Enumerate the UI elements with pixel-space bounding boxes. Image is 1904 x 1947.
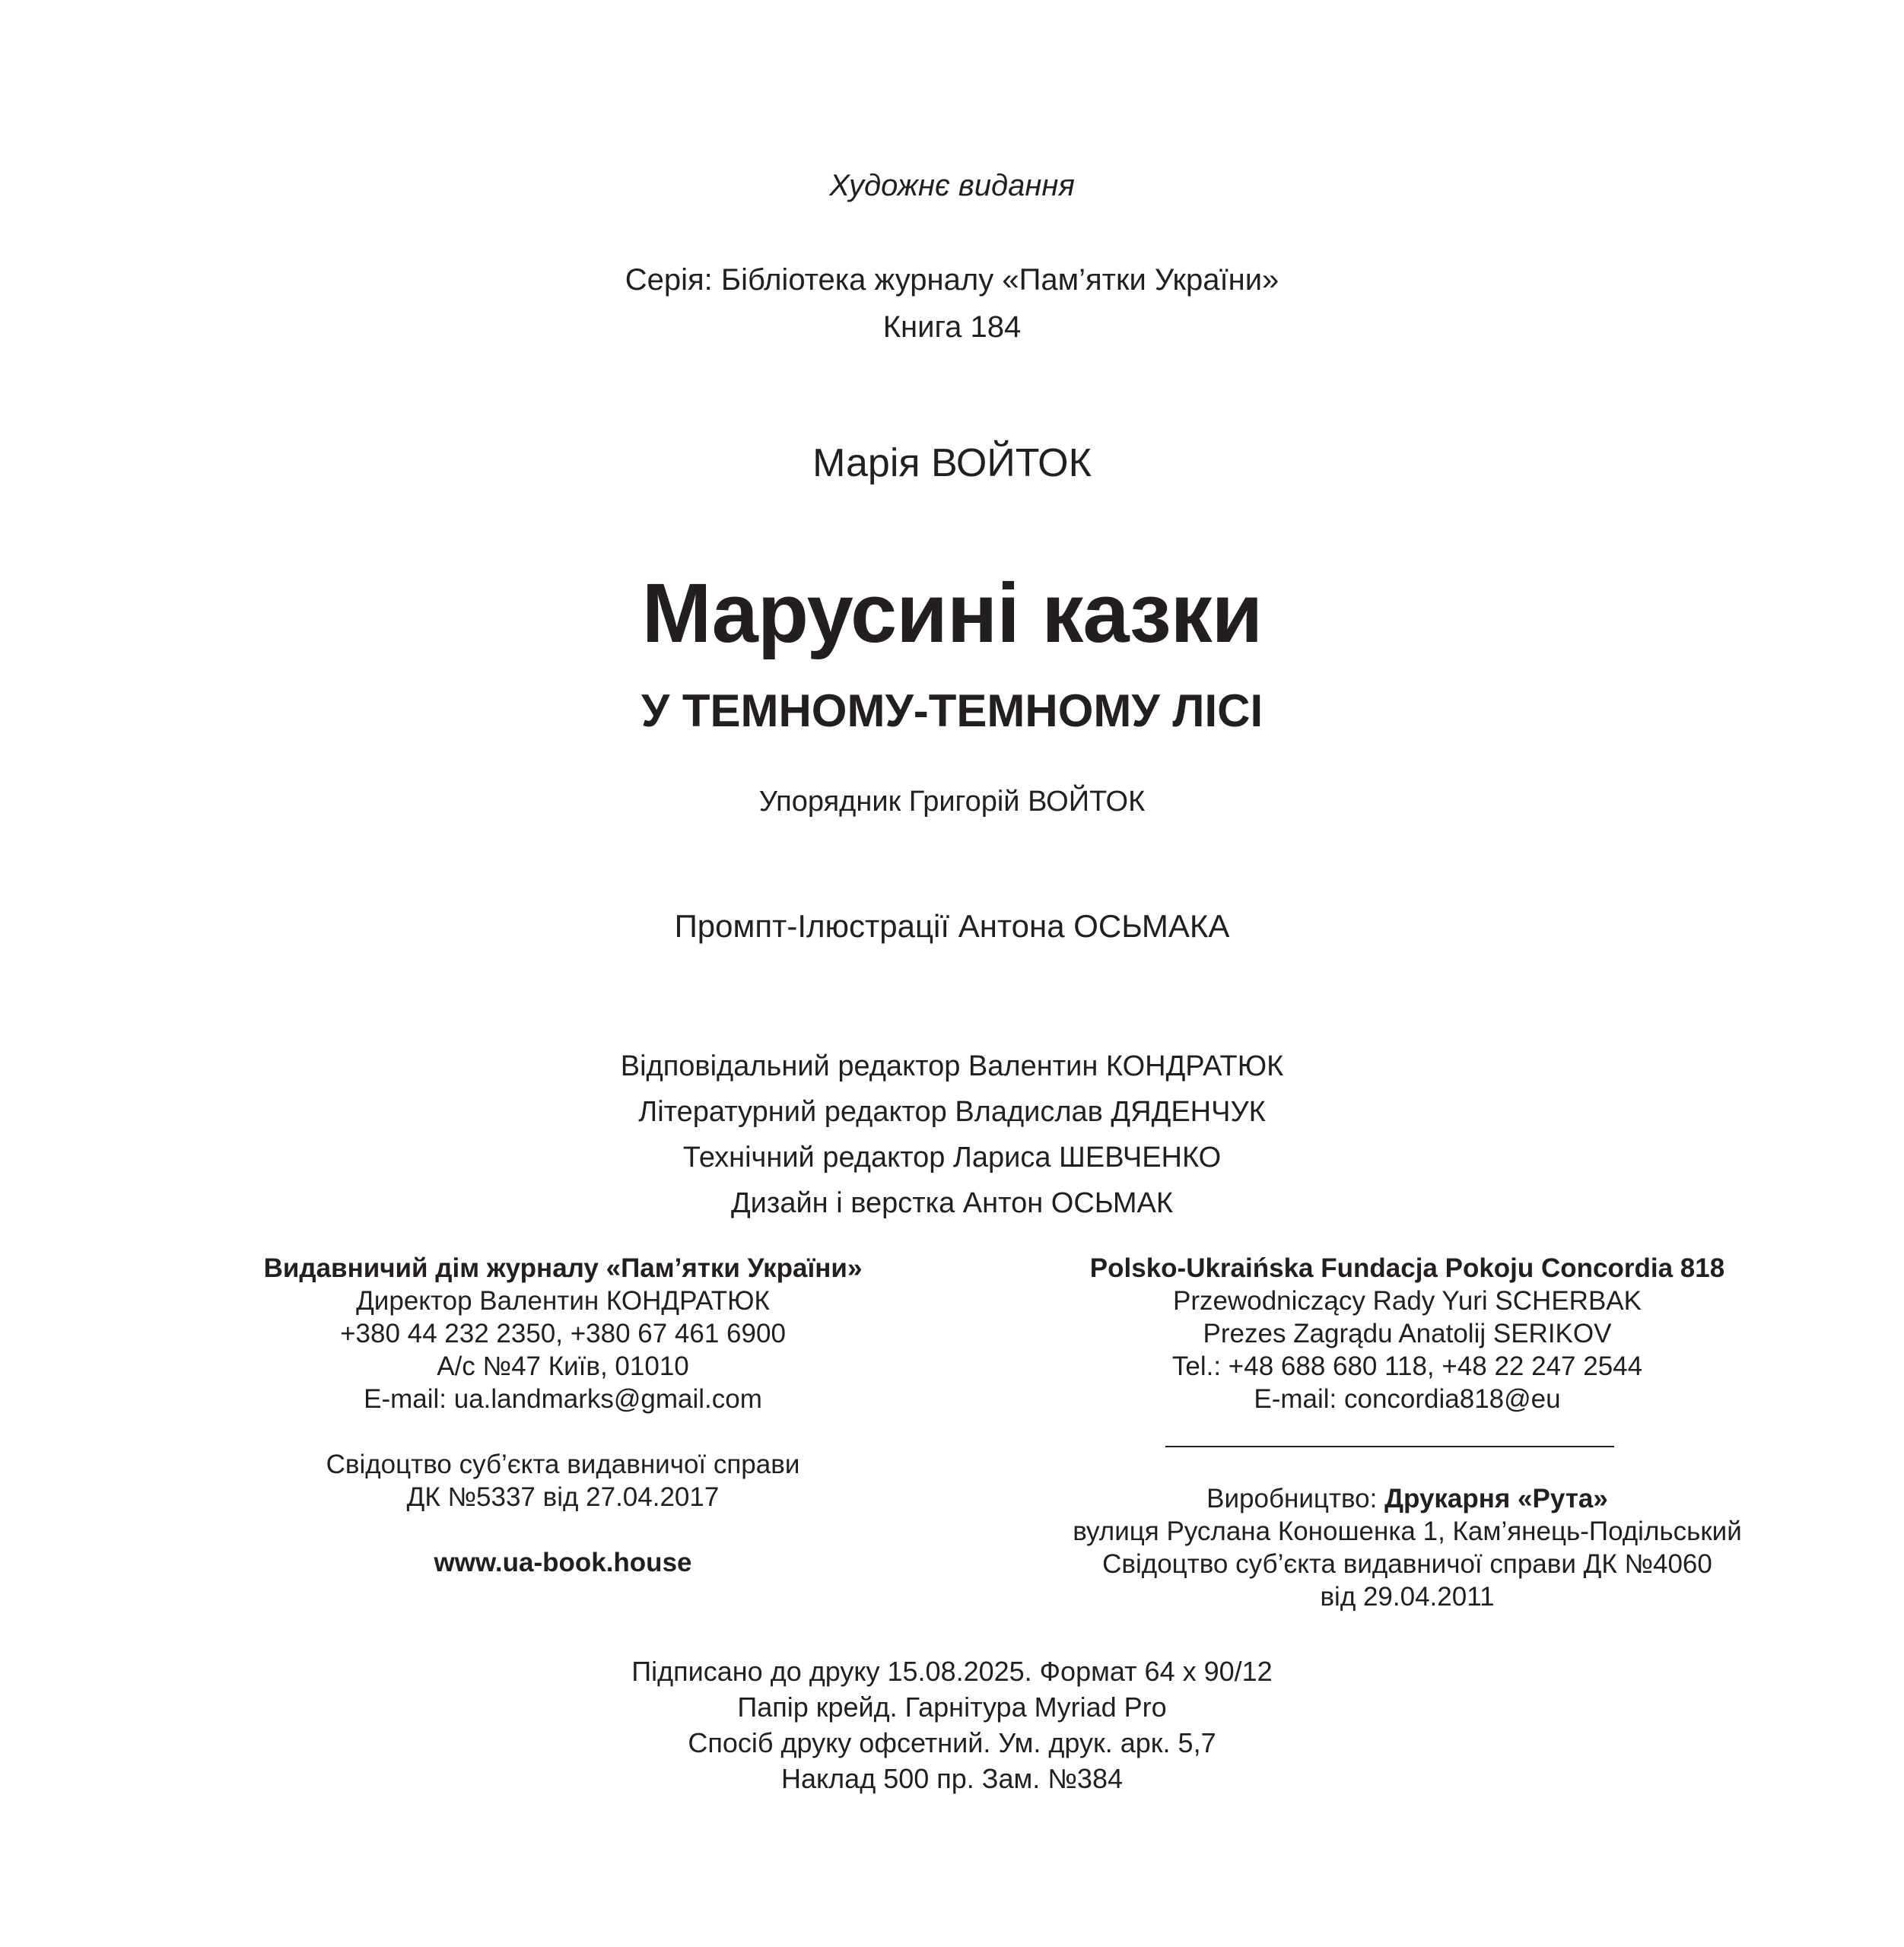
publisher-address: А/с №47 Київ, 01010: [437, 1351, 689, 1381]
divider-rule: [1165, 1446, 1614, 1447]
book-subtitle: У ТЕМНОМУ-ТЕМНОМУ ЛІСІ: [640, 685, 1264, 736]
imprint-line: Спосіб друку офсетний. Ум. друк. арк. 5,7: [688, 1727, 1216, 1758]
partner-phones: Tel.: +48 688 680 118, +48 22 247 2544: [1171, 1351, 1643, 1381]
credit-line: Дизайн і верстка Антон ОСЬМАК: [730, 1187, 1174, 1219]
genre-label: Художнє видання: [829, 169, 1075, 202]
partner-email: E-mail: concordia818@eu: [1254, 1384, 1561, 1414]
partner-president: Prezes Zagrądu Anatolij SERIKOV: [1203, 1319, 1612, 1348]
printer-line: [1012, 1485, 1803, 1512]
compiler-credit: Упорядник Григорій ВОЙТОК: [758, 786, 1146, 818]
imprint-line: Підписано до друку 15.08.2025. Формат 64 х 90/12: [631, 1656, 1273, 1687]
publisher-email: E-mail: ua.landmarks@gmail.com: [364, 1384, 762, 1414]
printer-address: вулиця Руслана Коношенка 1, Кам’янець-Подільський: [1073, 1517, 1742, 1546]
book-title: Марусині казки: [641, 567, 1263, 660]
book-number: Книга 184: [882, 310, 1022, 344]
printer-label: Виробництво:: [1206, 1484, 1385, 1513]
imprint-line: Папір крейд. Гарнітура Myriad Pro: [737, 1691, 1167, 1723]
publisher-director: Директор Валентин КОНДРАТЮК: [356, 1286, 770, 1316]
credit-line: Технічний редактор Лариса ШЕВЧЕНКО: [682, 1142, 1222, 1174]
series-label: Серія: Бібліотека журналу «Пам’ятки України»: [625, 263, 1279, 297]
publisher-phones: +380 44 232 2350, +380 67 461 6900: [340, 1319, 786, 1348]
partner-chairman: Przewodniczący Rady Yuri SCHERBAK: [1173, 1286, 1642, 1316]
publisher-certificate: Свідоцтво суб’єкта видавничої справи: [326, 1450, 800, 1479]
publisher-block: [175, 1255, 951, 1597]
credit-line: Відповідальний редактор Валентин КОНДРАТЮК: [620, 1050, 1284, 1082]
author-name: Марія ВОЙТОК: [812, 441, 1092, 485]
credit-line: Літературний редактор Владислав ДЯДЕНЧУК: [638, 1096, 1266, 1128]
printer-certificate-date: від 29.04.2011: [1320, 1582, 1495, 1612]
partner-name: Polsko-Ukraińska Fundacja Pokoju Concordia 818: [1089, 1253, 1725, 1283]
printer-certificate: Свідоцтво суб’єкта видавничої справи ДК №4060: [1102, 1549, 1712, 1579]
publisher-website: www.ua-book.house: [434, 1548, 692, 1577]
printer-name: Друкарня «Рута»: [1384, 1484, 1608, 1513]
publisher-certificate-number: ДК №5337 від 27.04.2017: [406, 1482, 720, 1512]
imprint-line: Наклад 500 пр. Зам. №384: [781, 1763, 1123, 1794]
publisher-name: Видавничий дім журналу «Пам’ятки України»: [263, 1253, 863, 1283]
illustrations-credit: Промпт-Ілюстрації Антона ОСЬМАКА: [674, 908, 1230, 944]
partner-block: [1012, 1255, 1803, 1612]
